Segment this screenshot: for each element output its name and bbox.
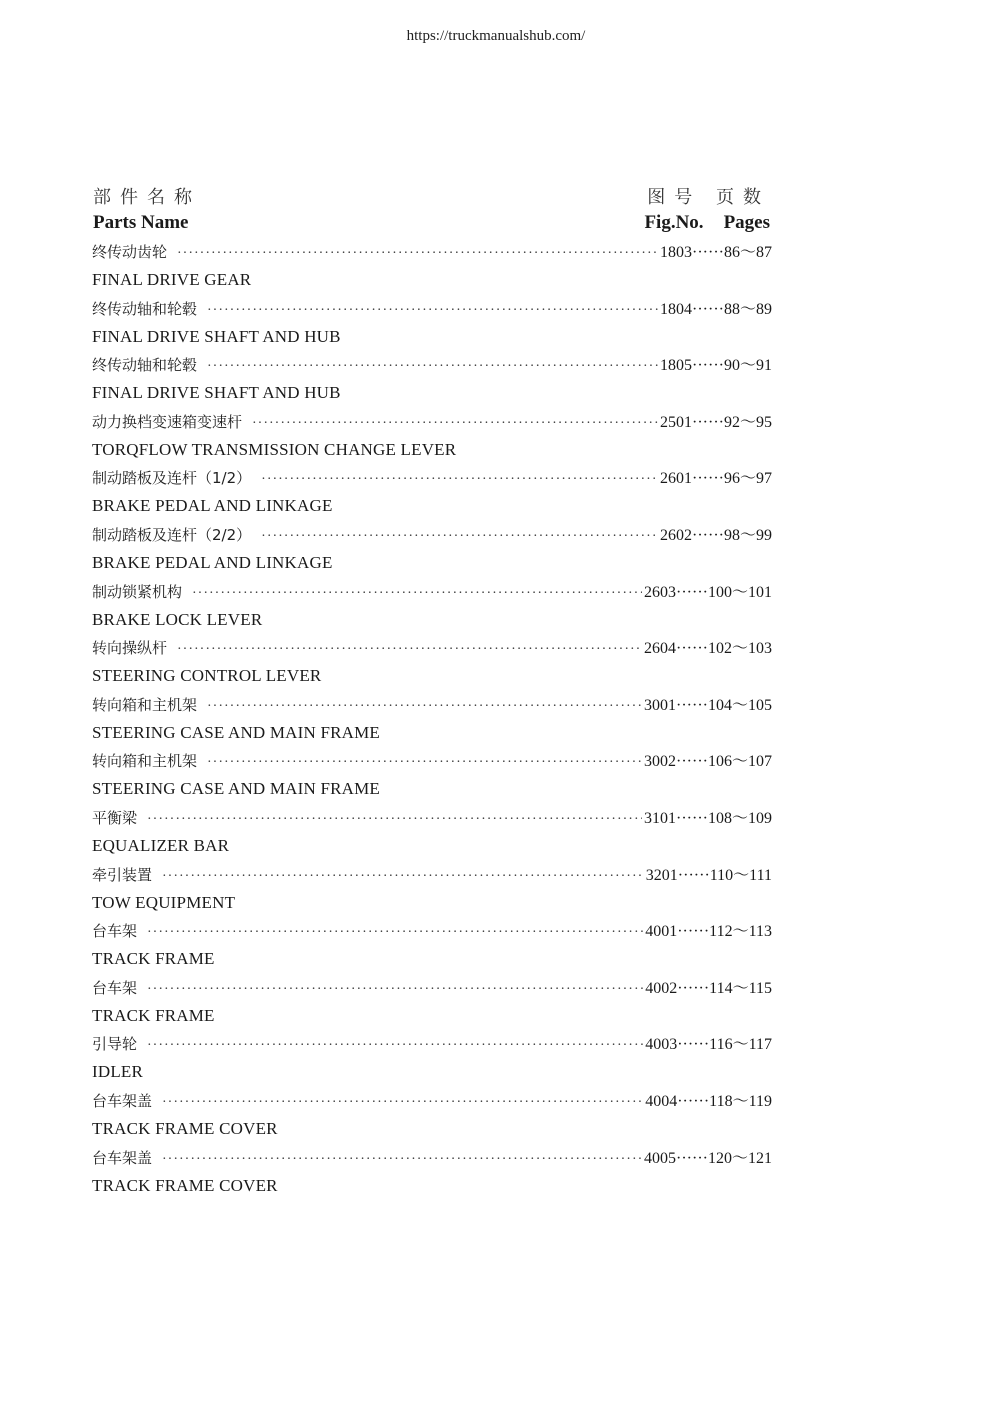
toc-entry-cn-name: 动力换档变速箱变速杆 — [92, 412, 243, 431]
toc-entry-cn-name: 台车架盖 — [92, 1091, 153, 1110]
toc-entry-pages: 88～89 — [723, 300, 772, 318]
toc-entry-cn-name: 转向操纵杆 — [92, 639, 168, 658]
toc-entry-en-name: STEERING CASE AND MAIN FRAME — [92, 779, 381, 799]
dot-separator: ······ — [677, 1036, 710, 1054]
toc-entry-pages: 116～117 — [709, 1036, 772, 1054]
header-fig-pages — [644, 212, 770, 234]
toc-entry-cn-line — [92, 1144, 772, 1172]
dot-separator: ······ — [676, 1149, 708, 1167]
toc-entry-fig-no: 1803 — [660, 244, 693, 261]
toc-entry-fig-no: 4002 — [645, 979, 678, 997]
dot-leader — [147, 919, 643, 947]
toc-entry-cn-name: 引导轮 — [92, 1035, 138, 1054]
toc-entry-en-name: IDLER — [92, 1062, 144, 1082]
dot-leader — [147, 1032, 643, 1060]
header-pages: Pages — [723, 212, 770, 233]
dot-separator: ······ — [677, 979, 710, 997]
toc-entry-pages: 106～107 — [707, 753, 772, 771]
toc-entry — [92, 351, 772, 408]
toc-entry-pages: 102～103 — [707, 640, 772, 658]
header-fig-no: Fig.No. — [644, 212, 704, 233]
toc-entry-cn-name: 转向箱和主机架 — [92, 695, 198, 714]
dot-leader — [162, 1146, 642, 1174]
header-cn-fig-pages: 图号 页数 — [647, 187, 770, 208]
toc-entry-en-name: TRACK FRAME COVER — [92, 1175, 278, 1195]
toc-entry-cn-name: 终传动齿轮 — [92, 243, 168, 261]
toc-entry-fig-no: 3001 — [644, 696, 677, 714]
toc-entry-fig-no: 4004 — [645, 1092, 678, 1110]
toc-entry-cn-line — [92, 408, 772, 436]
toc-entry-fig-no: 4001 — [645, 923, 678, 941]
toc-entry-pages: 114～115 — [709, 979, 772, 997]
toc-entry-pages: 104～105 — [707, 696, 772, 714]
toc-entry-en-name: TOW EQUIPMENT — [92, 892, 236, 912]
toc-entry — [92, 974, 772, 1031]
dot-separator: ······ — [676, 696, 708, 714]
toc-entry-fig-no: 3201 — [645, 866, 678, 884]
toc-entry-en-name: STEERING CASE AND MAIN FRAME — [92, 722, 381, 742]
toc-entry-fig-no: 1804 — [660, 300, 693, 318]
toc-entry-cn-line — [92, 861, 772, 889]
dot-separator: ······ — [692, 526, 724, 544]
toc-entry-pages: 108～109 — [707, 809, 772, 827]
toc-entry — [92, 1144, 772, 1201]
toc-entry — [92, 861, 772, 918]
toc-entry-cn-line — [92, 351, 772, 379]
dot-leader — [192, 580, 642, 608]
dot-leader — [207, 749, 642, 777]
toc-entry-cn-line — [92, 521, 772, 549]
dot-leader — [162, 1089, 643, 1117]
dot-separator: ······ — [692, 300, 724, 318]
toc-entry-pages: 90～91 — [723, 357, 772, 375]
toc-entry — [92, 521, 772, 578]
dot-leader — [177, 240, 658, 268]
toc-entry-cn-line — [92, 747, 772, 775]
dot-separator: ······ — [692, 413, 724, 431]
toc-entry-pages: 112～113 — [709, 923, 772, 941]
dot-separator: ······ — [677, 923, 710, 941]
toc-entry-fig-no: 2501 — [660, 413, 693, 431]
toc-entry-cn-line — [92, 917, 772, 945]
toc-entry-cn-name: 牵引装置 — [92, 865, 153, 884]
dot-leader — [207, 297, 658, 325]
dot-separator: ······ — [692, 244, 724, 261]
toc-entry-en-name: BRAKE PEDAL AND LINKAGE — [92, 552, 333, 572]
header-parts-name: Parts Name — [93, 212, 189, 233]
header-chinese — [93, 183, 770, 209]
toc-entry-cn-line — [92, 1087, 772, 1115]
dot-leader — [261, 523, 658, 551]
toc-entry-en-name: BRAKE LOCK LEVER — [92, 609, 263, 629]
toc-entry-cn-name: 台车架 — [92, 978, 138, 997]
dot-leader — [147, 976, 643, 1004]
toc-entry-pages: 92～95 — [723, 413, 772, 431]
dot-separator: ······ — [676, 753, 708, 771]
toc-entry-pages: 98～99 — [723, 526, 772, 544]
toc-entry-fig-no: 2601 — [660, 470, 693, 488]
dot-separator: ······ — [676, 809, 708, 827]
toc-entry-pages: 118～119 — [709, 1092, 772, 1110]
toc-entry-pages: 100～101 — [707, 583, 772, 601]
toc-entry — [92, 804, 772, 861]
toc-entry-cn-name: 台车架盖 — [92, 1148, 153, 1167]
toc-entry-cn-line — [92, 691, 772, 719]
dot-leader — [261, 466, 658, 494]
toc-entry — [92, 917, 772, 974]
toc-entry-cn-name: 制动踏板及连杆（1/2） — [92, 469, 252, 488]
header-english — [93, 212, 770, 234]
toc-entry-cn-name: 终传动轴和轮毂 — [92, 356, 198, 375]
toc-entry-fig-no: 3002 — [644, 753, 677, 771]
table-of-contents — [92, 238, 772, 1200]
dot-leader — [177, 636, 642, 664]
source-url: https://truckmanualshub.com/ — [406, 28, 586, 44]
toc-entry — [92, 408, 772, 465]
toc-entry-en-name: TRACK FRAME COVER — [92, 1118, 278, 1138]
toc-entry-en-name: BRAKE PEDAL AND LINKAGE — [92, 496, 333, 516]
toc-entry-en-name: FINAL DRIVE SHAFT AND HUB — [92, 383, 341, 403]
toc-entry — [92, 691, 772, 748]
toc-entry-en-name: STEERING CONTROL LEVER — [92, 666, 322, 686]
toc-entry-cn-line — [92, 578, 772, 606]
toc-entry-fig-no: 1805 — [660, 357, 693, 375]
dot-separator: ······ — [692, 357, 724, 375]
toc-entry-pages: 96～97 — [723, 470, 772, 488]
toc-entry-fig-no: 4003 — [645, 1036, 678, 1054]
toc-entry — [92, 1030, 772, 1087]
dot-separator: ······ — [692, 470, 724, 488]
toc-entry-en-name: TORQFLOW TRANSMISSION CHANGE LEVER — [92, 439, 457, 459]
toc-entry — [92, 1087, 772, 1144]
toc-entry-en-name: EQUALIZER BAR — [92, 835, 230, 855]
toc-entry-cn-name: 台车架 — [92, 922, 138, 941]
toc-entry-cn-name: 转向箱和主机架 — [92, 752, 198, 771]
toc-entry-cn-line — [92, 634, 772, 662]
toc-entry-cn-name: 制动踏板及连杆（2/2） — [92, 525, 252, 544]
toc-entry — [92, 634, 772, 691]
toc-entry-en-name: FINAL DRIVE GEAR — [92, 270, 252, 289]
header-cn-name: 部件名称 — [93, 187, 201, 208]
toc-entry-en-name: TRACK FRAME — [92, 949, 215, 969]
toc-entry — [92, 747, 772, 804]
toc-entry-cn-name: 平衡梁 — [92, 808, 138, 827]
toc-entry-fig-no: 2602 — [660, 526, 693, 544]
toc-entry-cn-name: 制动锁紧机构 — [92, 582, 183, 601]
toc-entry-cn-line — [92, 804, 772, 832]
dot-leader — [162, 863, 644, 891]
toc-entry-en-name: TRACK FRAME — [92, 1005, 215, 1025]
toc-entry-cn-line — [92, 1030, 772, 1058]
dot-separator: ······ — [676, 583, 708, 601]
toc-entry-pages: 110～111 — [709, 866, 772, 884]
toc-entry — [92, 295, 772, 352]
toc-entry-pages: 86～87 — [723, 244, 772, 261]
toc-entry-cn-line — [92, 974, 772, 1002]
dot-separator: ······ — [677, 866, 710, 884]
toc-entry-fig-no: 3101 — [644, 809, 677, 827]
dot-leader — [207, 353, 658, 381]
toc-entry-cn-line — [92, 464, 772, 492]
dot-separator: ······ — [676, 640, 708, 658]
toc-entry-en-name: FINAL DRIVE SHAFT AND HUB — [92, 326, 341, 346]
toc-entry — [92, 578, 772, 635]
toc-entry-cn-name: 终传动轴和轮毂 — [92, 299, 198, 318]
toc-entry-fig-no: 2603 — [644, 583, 677, 601]
dot-separator: ······ — [677, 1092, 710, 1110]
dot-leader — [252, 410, 658, 438]
toc-entry-cn-line — [92, 238, 772, 266]
toc-entry — [92, 238, 772, 295]
toc-entry-cn-line — [92, 295, 772, 323]
toc-entry-fig-no: 4005 — [644, 1149, 677, 1167]
dot-leader — [207, 693, 642, 721]
toc-entry — [92, 464, 772, 521]
toc-entry-fig-no: 2604 — [644, 640, 677, 658]
dot-leader — [147, 806, 642, 834]
toc-entry-pages: 120～121 — [707, 1149, 772, 1167]
